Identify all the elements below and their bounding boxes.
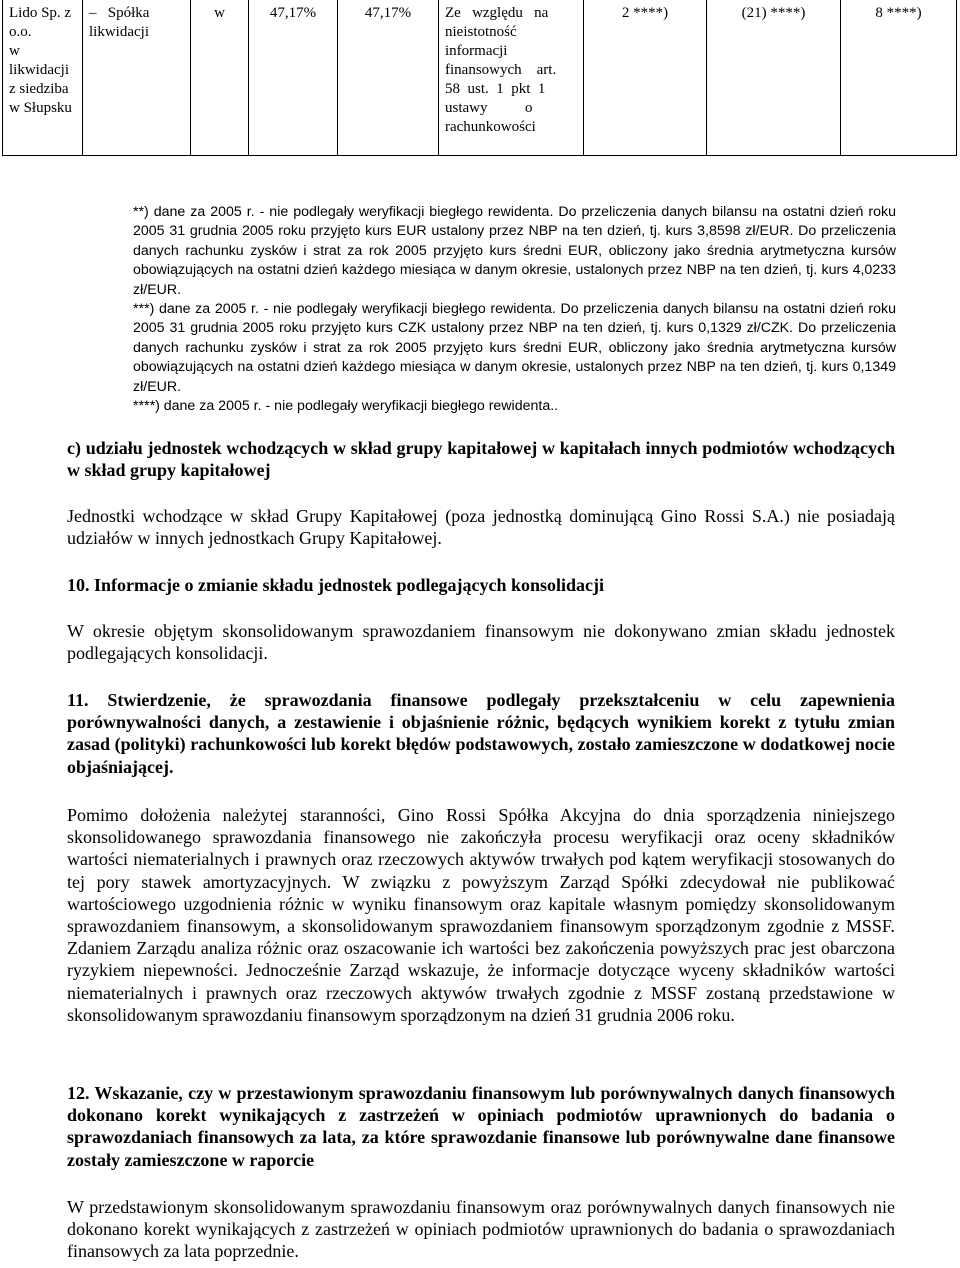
section-12-text: W przedstawionym skonsolidowanym sprawozdaniu finansowym oraz porównywalnych danych finansowych nie dokonano korekt wynikających z zastrzeżeń w opiniach podmiotów uprawnionych do badania o sprawozdaniach finansowych za lata poprzednie.	[67, 1197, 895, 1262]
footnote-2: **) dane za 2005 r. - nie podlegały weryfikacji biegłego rewidenta. Do przeliczenia danych bilansu na ostatni dzień roku 2005 31 grudnia 2005 roku przyjęto kurs EUR ustalony przez NBP na ten dzień, tj. kurs 3,8598 zł/EUR. Do przeliczenia danych rachunku zysków i strat za rok 2005 przyjęto kurs średni EUR, obliczony jako średnia arytmetyczna kursów obowiązujących na ostatni dzień każdego miesiąca w danym okresie, ustalonych przez NBP na ten dzień, tj. kurs 4,0233 zł/EUR.	[133, 204, 896, 298]
section-12-heading: 12. Wskazanie, czy w przestawionym sprawozdaniu finansowym lub porównywalnych danych finansowych dokonano korekt wynikających z zastrzeżeń w opiniach podmiotów uprawnionych do badania o sprawozdaniach finansowych za lata, za które sprawozdanie finansowe lub porównywalne dane finansowe zostały zamieszczone w raporcie	[67, 1083, 895, 1170]
footnote-3: ***) dane za 2005 r. - nie podlegały weryfikacji biegłego rewidenta. Do przeliczenia danych bilansu na ostatni dzień roku 2005 31 grudnia 2005 roku przyjęto kurs CZK ustalony przez NBP na ten dzień, tj. kurs 0,1329 zł/CZK. Do przeliczenia danych rachunku zysków i strat za rok 2005 przyjęto kurs średni EUR, obliczony jako średnia arytmetyczna kursów obowiązujących na ostatni dzień każdego miesiąca w danym okresie, ustalonych przez NBP na ten dzień, tj. kurs 0,1349 zł/EUR.	[133, 301, 896, 395]
share-capital-cell: 47,17%	[249, 0, 338, 156]
footnote-4: ****) dane za 2005 r. - nie podlegały weryfikacji biegłego rewidenta..	[133, 398, 559, 415]
table-row	[3, 0, 957, 156]
table-footnotes	[133, 203, 896, 416]
subsidiaries-table	[2, 0, 957, 156]
section-c-heading: c) udziału jednostek wchodzących w skład grupy kapitałowej w kapitałach innych podmiotów wchodzących w skład grupy kapitałowej	[67, 438, 895, 481]
section-10-text: W okresie objętym skonsolidowanym sprawozdaniem finansowym nie dokonywano zmian składu jednostek podlegających konsolidacji.	[67, 621, 895, 664]
w-cell: w	[191, 0, 249, 156]
activity-cell: – Spółka likwidacji	[83, 0, 191, 156]
section-11-text: Pomimo dołożenia należytej staranności, Gino Rossi Spółka Akcyjna do dnia sporządzenia niniejszego skonsolidowanego sprawozdania finansowego nie zakończyła procesu weryfikacji oraz oceny składników wartości niematerialnych i prawnych oraz rzeczowych aktywów trwałych pod kątem weryfikacji stosowanych do tej pory stawek amortyzacyjnych. W związku z powyższym Zarząd Spółki zdecydował nie publikować wartościowego uzgodnienia różnic w wyniku finansowym oraz kapitale własnym pomiędzy skonsolidowanym sprawozdaniem finansowym, a skonsolidowanym sprawozdaniem finansowym sporządzonym zgodnie z MSSF. Zdaniem Zarządu analiza różnic oraz oszacowanie ich wartości bez zakończenia powyższych prac jest obarczona ryzykiem niepewności. Jednocześnie Zarząd wskazuje, że informacje dotyczące wyceny składników wartości niematerialnych i prawnych oraz rzeczowych aktywów trwałych zgodnie z MSSF zostaną przedstawione w skonsolidowanym sprawozdaniu finansowym sporządzonym na dzień 31 grudnia 2006 roku.	[67, 805, 895, 1025]
value-cell-3: 8 ****)	[841, 0, 957, 156]
value-cell-1: 2 ****)	[584, 0, 707, 156]
company-name-cell: Lido Sp. z o.o. w likwidacji z siedziba w Słupsku	[3, 0, 83, 156]
value-cell-2: (21) ****)	[707, 0, 841, 156]
voting-share-cell: 47,17%	[338, 0, 439, 156]
consolidation-reason-cell: Ze względu na nieistotność informacji finansowych art. 58 ust. 1 pkt 1 ustawy o rachunkowości	[439, 0, 584, 156]
section-c-text: Jednostki wchodzące w skład Grupy Kapitałowej (poza jednostką dominującą Gino Rossi S.A.) nie posiadają udziałów w innych jednostkach Grupy Kapitałowej.	[67, 506, 895, 549]
section-10-heading: 10. Informacje o zmianie składu jednostek podlegających konsolidacji	[67, 575, 605, 595]
section-11-heading: 11. Stwierdzenie, że sprawozdania finansowe podlegały przekształceniu w celu zapewnienia porównywalności danych, a zestawienie i objaśnienie różnic, będących wynikiem korekt z tytułu zmian zasad (polityki) rachunkowości lub korekt błędów podstawowych, zostało zamieszczone w dodatkowej nocie objaśniającej.	[67, 690, 895, 777]
